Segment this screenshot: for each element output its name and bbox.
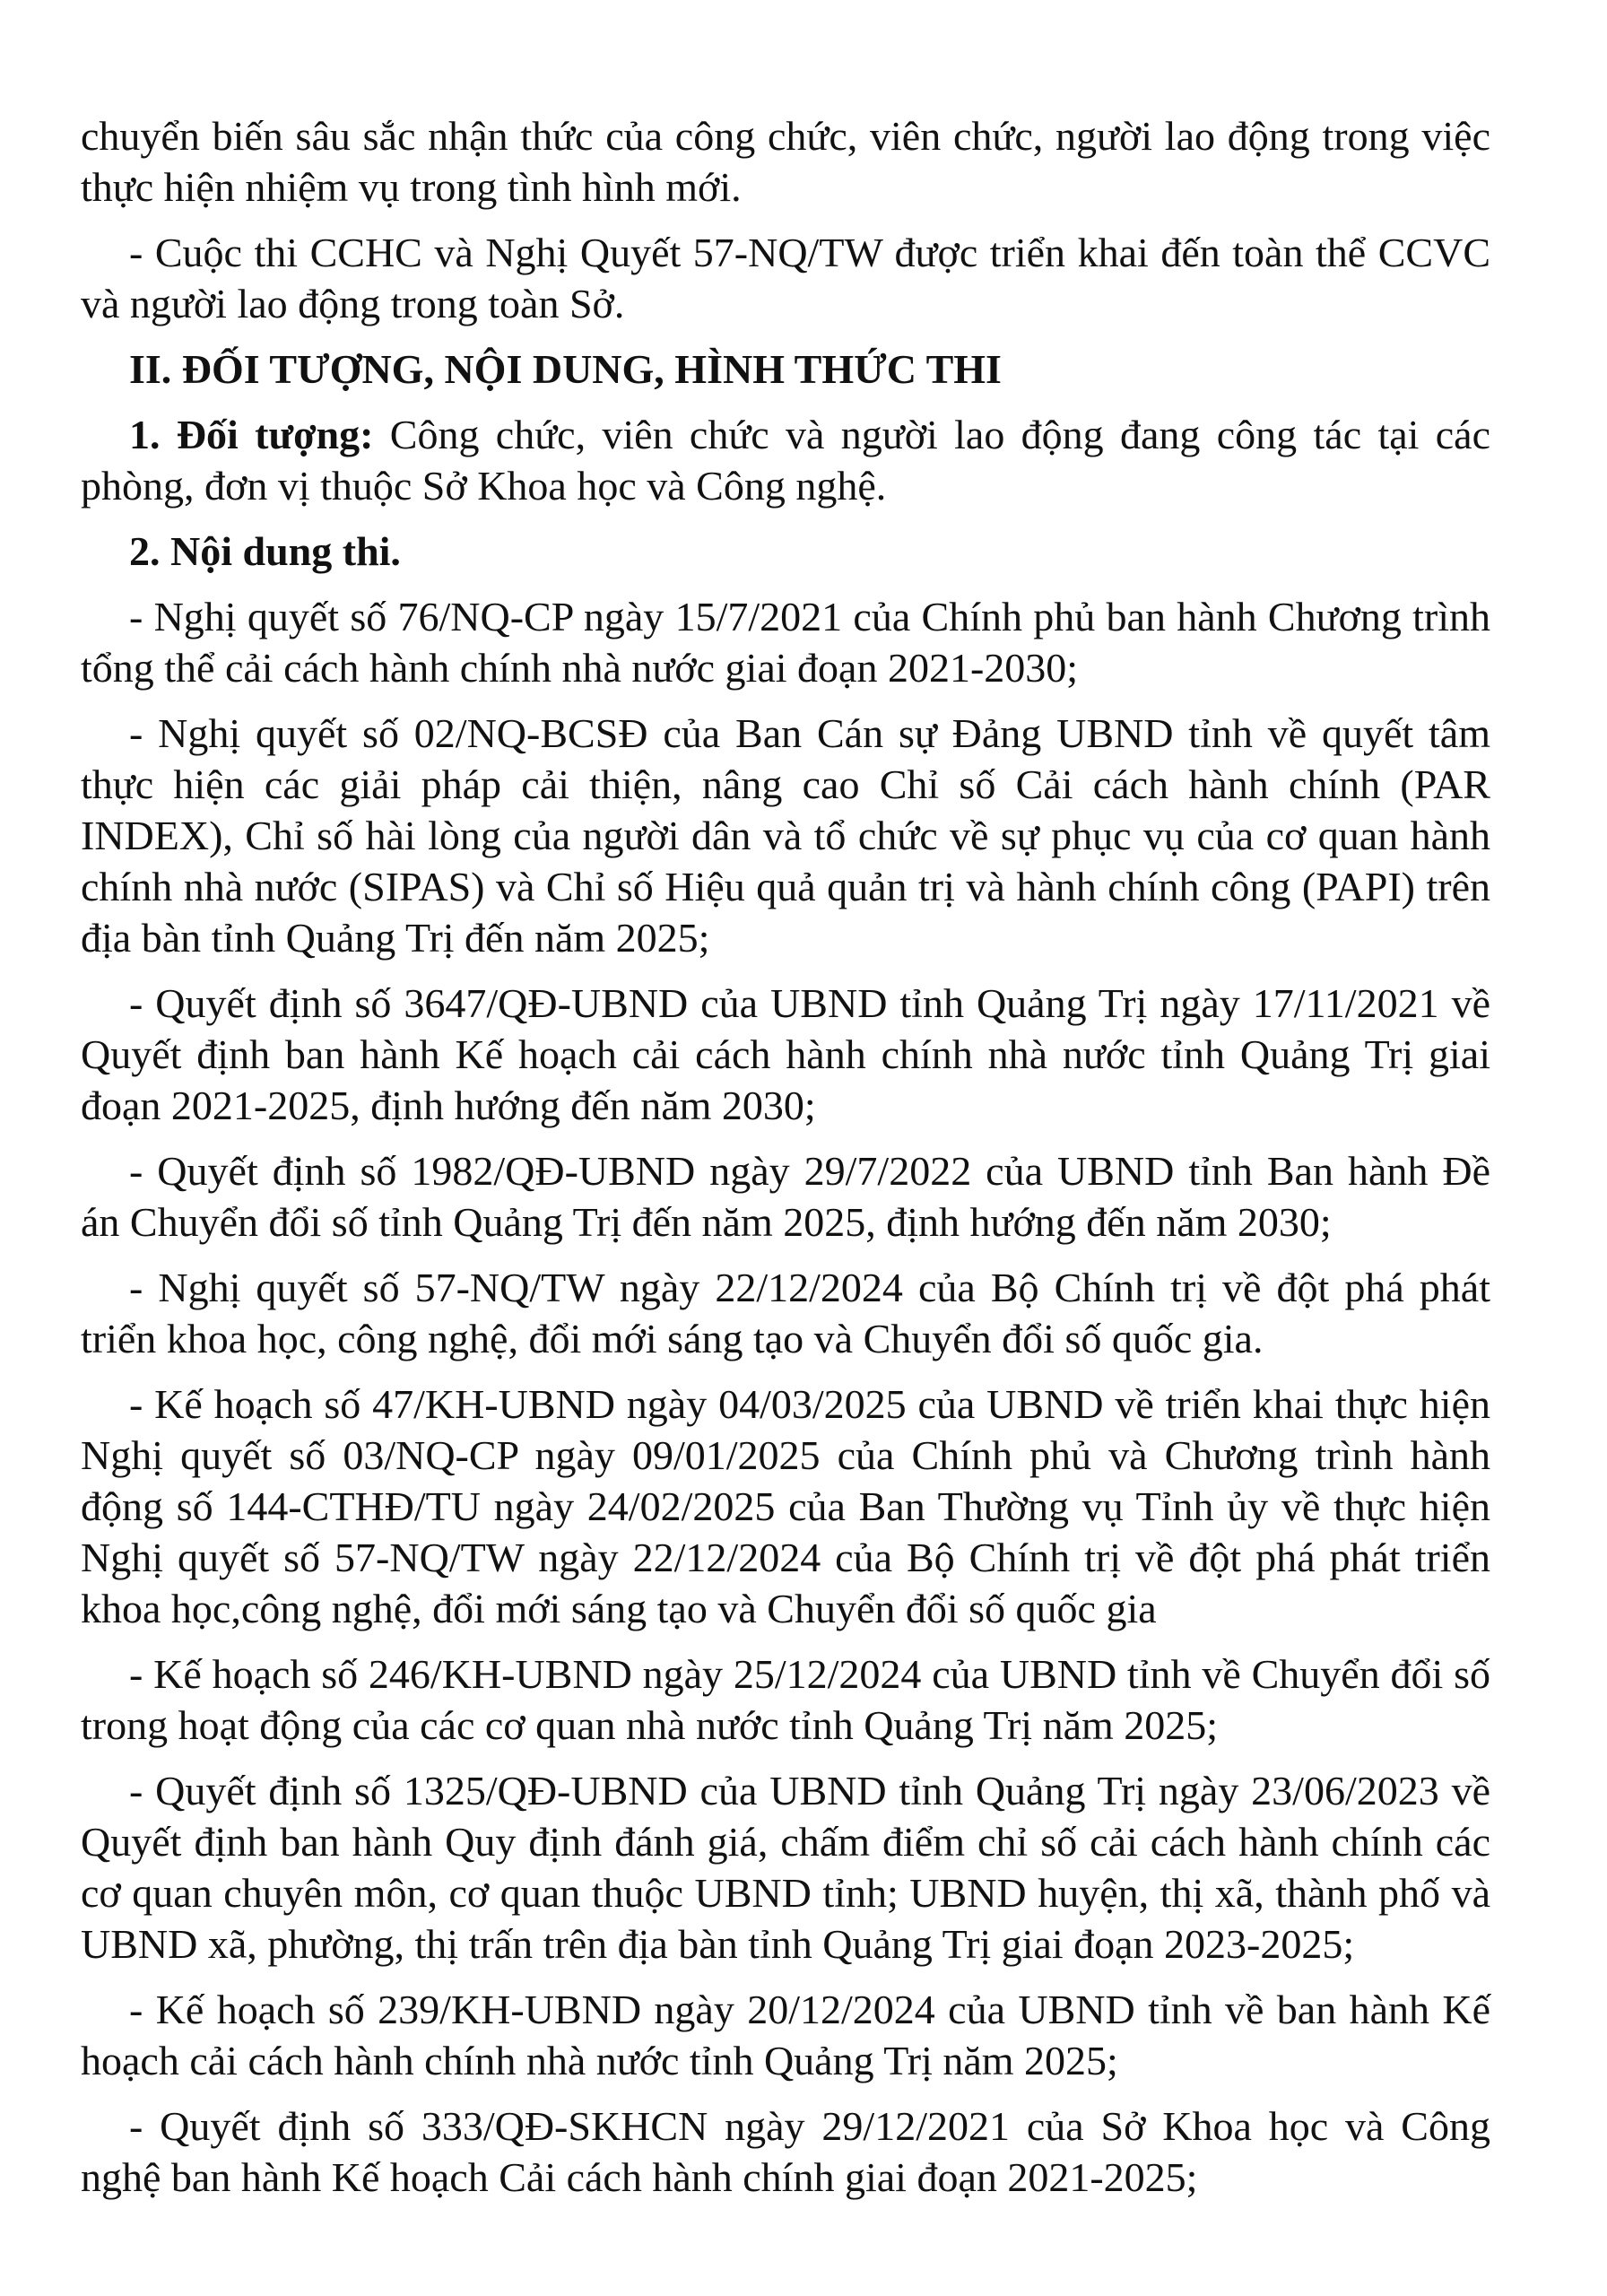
list-item: - Quyết định số 1982/QĐ-UBND ngày 29/7/2022 của UBND tỉnh Ban hành Đề án Chuyển đổi số tỉnh Quảng Trị đến năm 2025, định hướng đến năm 2030; bbox=[81, 1148, 1490, 1245]
list-item: - Kế hoạch số 246/KH-UBND ngày 25/12/2024 của UBND tỉnh về Chuyển đổi số trong hoạt động của các cơ quan nhà nước tỉnh Quảng Trị năm 2025; bbox=[81, 1651, 1490, 1748]
list-item: - Nghị quyết số 57-NQ/TW ngày 22/12/2024 của Bộ Chính trị về đột phá phát triển khoa học, công nghệ, đổi mới sáng tạo và Chuyển đổi số quốc gia. bbox=[81, 1265, 1490, 1361]
paragraph-contest-deployment: - Cuộc thi CCHC và Nghị Quyết 57-NQ/TW được triển khai đến toàn thể CCVC và người lao động trong toàn Sở. bbox=[81, 230, 1490, 326]
list-item: - Nghị quyết số 02/NQ-BCSĐ của Ban Cán sự Đảng UBND tỉnh về quyết tâm thực hiện các giải pháp cải thiện, nâng cao Chỉ số Cải cách hành chính (PAR INDEX), Chỉ số hài lòng của người dân và tổ chức về sự phục vụ của cơ quan hành chính nhà nước (SIPAS) và Chỉ số Hiệu quả quản trị và hành chính công (PAPI) trên địa bàn tỉnh Quảng Trị đến năm 2025; bbox=[81, 710, 1490, 961]
subjects-text: Công chức, viên chức và người lao động đang công tác tại các phòng, đơn vị thuộc Sở Khoa học và Công nghệ. bbox=[81, 412, 1490, 509]
list-item: - Nghị quyết số 76/NQ-CP ngày 15/7/2021 của Chính phủ ban hành Chương trình tổng thể cải cách hành chính nhà nước giai đoạn 2021-2030; bbox=[81, 594, 1490, 691]
section-heading: II. ĐỐI TƯỢNG, NỘI DUNG, HÌNH THỨC THI bbox=[129, 346, 1002, 392]
list-item: - Kế hoạch số 47/KH-UBND ngày 04/03/2025 của UBND về triển khai thực hiện Nghị quyết số 03/NQ-CP ngày 09/01/2025 của Chính phủ và Chương trình hành động số 144-CTHĐ/TU ngày 24/02/2025 của Ban Thường vụ Tỉnh ủy về thực hiện Nghị quyết số 57-NQ/TW ngày 22/12/2024 của Bộ Chính trị về đột phá phát triển khoa học,công nghệ, đổi mới sáng tạo và Chuyển đổi số quốc gia bbox=[81, 1381, 1490, 1631]
paragraph-continuation: chuyển biến sâu sắc nhận thức của công chức, viên chức, người lao động trong việc thực hiện nhiệm vụ trong tình hình mới. bbox=[81, 113, 1490, 210]
list-item: - Kế hoạch số 239/KH-UBND ngày 20/12/2024 của UBND tỉnh về ban hành Kế hoạch cải cách hành chính nhà nước tỉnh Quảng Trị năm 2025; bbox=[81, 1987, 1490, 2083]
list-item: - Quyết định số 333/QĐ-SKHCN ngày 29/12/2021 của Sở Khoa học và Công nghệ ban hành Kế hoạch Cải cách hành chính giai đoạn 2021-2025; bbox=[81, 2103, 1490, 2200]
content-heading: 2. Nội dung thi. bbox=[129, 528, 401, 574]
paragraph-subjects bbox=[81, 409, 1490, 511]
list-item: - Quyết định số 1325/QĐ-UBND của UBND tỉnh Quảng Trị ngày 23/06/2023 về Quyết định ban hành Quy định đánh giá, chấm điểm chỉ số cải cách hành chính các cơ quan chuyên môn, cơ quan thuộc UBND tỉnh; UBND huyện, thị xã, thành phố và UBND xã, phường, thị trấn trên địa bàn tỉnh Quảng Trị giai đoạn 2023-2025; bbox=[81, 1768, 1490, 1967]
list-item: - Quyết định số 3647/QĐ-UBND của UBND tỉnh Quảng Trị ngày 17/11/2021 về Quyết định ban hành Kế hoạch cải cách hành chính nhà nước tỉnh Quảng Trị giai đoạn 2021-2025, định hướng đến năm 2030; bbox=[81, 980, 1490, 1128]
subjects-label: 1. Đối tượng: bbox=[129, 412, 374, 457]
